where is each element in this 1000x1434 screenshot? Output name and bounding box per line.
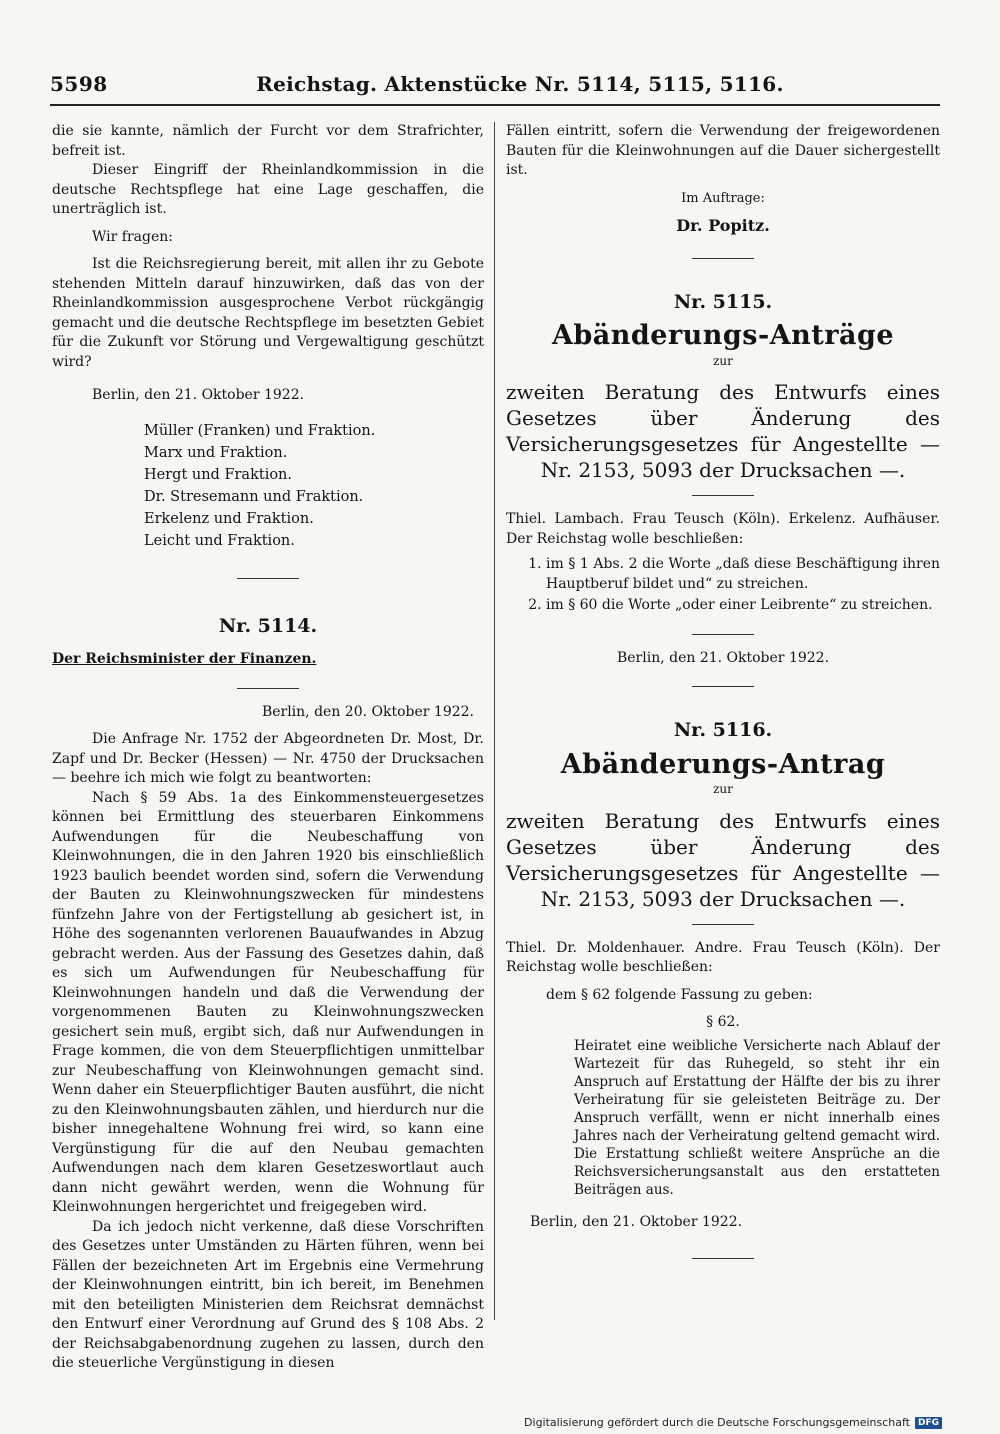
motion-sponsors: Thiel. Dr. Moldenhauer. Andre. Frau Teusch (Köln). Der Reichstag wolle beschließen: [506, 939, 940, 975]
section-rule [237, 578, 299, 579]
dfg-logo: DFG [915, 1417, 942, 1429]
paragraph: Fällen eintritt, sofern die Verwendung der freigewordenen Bauten für die Kleinwohnungen auf die Dauer sichergestellt ist. [506, 123, 940, 178]
document-number: Nr. 5116. [673, 719, 773, 741]
signatory: Dr. Popitz. [676, 216, 770, 235]
header-rule [50, 104, 940, 106]
document-title: Abänderungs-Anträge [551, 320, 895, 351]
section-rule [692, 686, 754, 687]
paragraph: Nach § 59 Abs. 1a des Einkommensteuergesetzes können bei Ermittlung des steuerbaren Einkommens Aufwendungen für die Neubeschaffung von Kleinwohnungen, die in den Jahren 1920 bis einschließlich 1923 baulich beendet worden sind, sofern die Verwendung der Bauten zu Kleinwohnungszwecken für mindestens fünfzehn Jahre von der Fertigstellung ab gesichert ist, in Höhe des sogenannten verlorenen Bauaufwandes in Abzug gebracht werden. Aus der Fassung des Gesetzes dahin, daß es sich um Aufwendungen für Neubeschaffung für Kleinwohnungen handeln und daß die Verwendung der vorgenommenen Bauten zu Kleinwohnungszwecken gesichert sein muß, ergibt sich, daß nur Aufwendungen in Frage kommen, die von dem Steuerpflichtigen unmittelbar zur Neubeschaffung von Kleinwohnungen gemacht sind. Wenn daher ein Steuerpflichtiger Bauten ausführt, die nicht zu den Kleinwohnungsbauten zählen, und hierdurch nur die bisher innegehaltene Wohnung frei wird, so kann eine Vergünstigung für die auf den Neubau gemachten Aufwendungen nach dem klaren Gesetzeswortlaut auch dann nicht gewährt werden, wenn die Wohnung für Kleinwohnungen hergerichtet und freigegeben wird. [52, 789, 484, 1215]
title-connector: zur [713, 353, 733, 368]
column-divider [494, 122, 495, 1320]
paragraph: die sie kannte, nämlich der Furcht vor dem Strafrichter, befreit ist. [52, 123, 484, 159]
paragraph: Wir fragen: [92, 228, 173, 245]
signature: Leicht und Fraktion. [144, 532, 295, 549]
credit-text: Digitalisierung gefördert durch die Deutsche Forschungsgemeinschaft [524, 1416, 910, 1429]
date-line: Berlin, den 21. Oktober 1922. [530, 1213, 743, 1230]
motion-sponsors: Thiel. Lambach. Frau Teusch (Köln). Erkelenz. Aufhäuser. Der Reichstag wolle beschließen: [506, 511, 940, 547]
amendment-text: Heiratet eine weibliche Versicherte nach Ablauf der Wartezeit für das Ruhegeld, so steht ihr ein Anspruch auf Erstattung der Hälfte der bis zu ihrer Verheiratung für sie geleisteten Beiträge zu. Der Anspruch verfällt, wenn er nicht innerhalb eines Jahres nach der Verheiratung geltend gemacht wird. Die Erstattung schließt weitere Ansprüche an die Reichsversicherungsanstalt aus den erstatteten Beiträgen aus. [574, 1037, 940, 1198]
section-rule [692, 258, 754, 259]
right-column [506, 122, 940, 1259]
paragraph: Dieser Eingriff der Rheinlandkommission in die deutsche Rechtspflege hat eine Lage geschaffen, die unerträglich ist. [52, 162, 484, 217]
section-rule [692, 1258, 754, 1259]
paragraph: Die Anfrage Nr. 1752 der Abgeordneten Dr. Most, Dr. Zapf und Dr. Becker (Hessen) — Nr. 4750 der Drucksachen — beehre ich mich wie folgt zu beantworten: [52, 731, 484, 786]
issuer: Der Reichsminister der Finanzen. [52, 651, 317, 667]
paragraph-heading: § 62. [706, 1014, 740, 1030]
date-line: Berlin, den 20. Oktober 1922. [261, 703, 474, 720]
question-paragraph: Ist die Reichsregierung bereit, mit allen ihr zu Gebote stehenden Mitteln darauf hinzuwirken, daß das von der Rheinlandkommission ausgesprochene Verbot rückgängig gemacht und die deutsche Rechtspflege im besetzten Gebiet für die Zukunft vor Störung und Vergewaltigung geschützt wird? [52, 256, 484, 370]
document-subtitle: zweiten Beratung des Entwurfs eines Gesetzes über Änderung des Versicherungsgesetzes für Angestellte — Nr. 2153, 5093 der Drucksachen —. [506, 380, 940, 482]
signature: Hergt und Fraktion. [144, 466, 293, 483]
paragraph: Da ich jedoch nicht verkenne, daß diese Vorschriften des Gesetzes unter Umständen zu Härten führen, wenn bei Fällen der bezeichneten Art im Ergebnis eine Vermehrung der Kleinwohnungen eintritt, bin ich bereit, im Benehmen mit den beteiligten Ministerien dem Reichsrat demnächst den Entwurf einer Verordnung auf Grund des § 108 Abs. 2 der Reichsabgabenordnung zugehen zu lassen, durch den die steuerliche Vergünstigung in diesen [52, 1218, 484, 1371]
commission-line: Im Auftrage: [681, 190, 765, 206]
document-subtitle: zweiten Beratung des Entwurfs eines Gesetzes über Änderung des Versicherungsgesetzes für Angestellte — Nr. 2153, 5093 der Drucksachen —. [506, 808, 940, 911]
amendment-item: 1. im § 1 Abs. 2 die Worte „daß diese Beschäftigung ihren Hauptberuf bildet und“ zu streichen. [546, 555, 940, 594]
date-line: Berlin, den 21. Oktober 1922. [92, 387, 305, 403]
section-rule [692, 495, 754, 496]
document-title: Abänderungs-Antrag [560, 748, 886, 780]
signature-list [144, 420, 484, 552]
amendment-instruction: dem § 62 folgende Fassung zu geben: [546, 986, 813, 1003]
signature: Marx und Fraktion. [144, 444, 288, 461]
running-head: Reichstag. Aktenstücke Nr. 5114, 5115, 5116. [256, 72, 784, 96]
signature: Dr. Stresemann und Fraktion. [144, 488, 364, 505]
signature: Müller (Franken) und Fraktion. [144, 422, 376, 439]
section-rule [692, 634, 754, 635]
document-number: Nr. 5114. [218, 614, 318, 637]
date-line: Berlin, den 21. Oktober 1922. [616, 649, 830, 666]
signature: Erkelenz und Fraktion. [144, 510, 314, 527]
left-column [52, 122, 484, 1374]
amendment-item: 2. im § 60 die Worte „oder einer Leibrente“ zu streichen. [546, 596, 940, 616]
page-number: 5598 [50, 72, 108, 96]
section-rule [237, 688, 299, 689]
digitization-credit [524, 1416, 942, 1429]
document-number: Nr. 5115. [673, 290, 773, 313]
amendment-list [506, 555, 940, 616]
title-connector: zur [713, 782, 733, 796]
section-rule [692, 924, 754, 925]
